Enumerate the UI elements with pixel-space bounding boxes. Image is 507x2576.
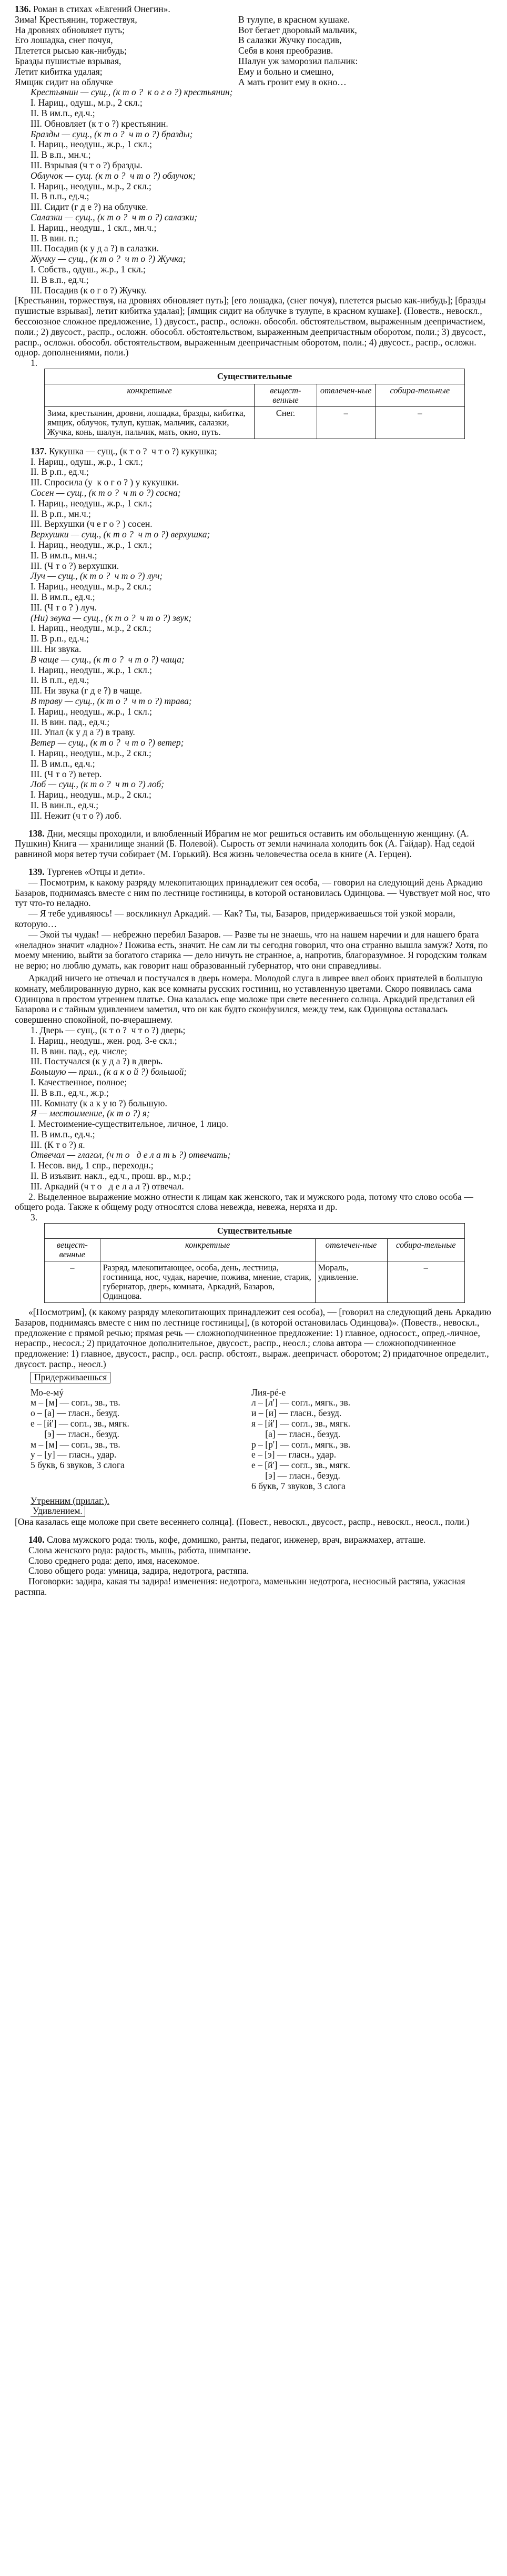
exercise-number: 138. (28, 828, 45, 839)
analysis-line: III. (Ч т о ?) верхушки. (31, 560, 119, 571)
exercise-line: Слова женского рода: радость, мышь, работа, шимпанзе. (28, 1544, 251, 1555)
morpheme-word-2 (15, 1496, 493, 1506)
paragraph: Аркадий ничего не отвечал и постучался в дверь номера. Молодой слуга в ливрее ввел обоих приятелей в большую комнату, меблированную дурно, как все комнаты русских гостиниц, но уставленную цветами. Скоро появилась сама Одинцова в простом утреннем платье. Она казалась еще моложе при свете весеннего солнца. Аркадий представил ей Базарова и с тайным удивлением заметил, что он как будто сконфузился, между тем, как Одинцова оставалась совершенно спокойной, по-вчерашнему. (15, 972, 485, 1025)
analysis-line: Салазки — сущ., (к т о ? ч т о ?) салазки; (31, 211, 198, 222)
phonetic-left (31, 1388, 230, 1492)
table-cell: – (317, 406, 375, 439)
table-cell: Снег. (255, 406, 317, 439)
analysis-line: II. В в.п., мн.ч.; (31, 149, 91, 160)
analysis-line: I. Нариц., неодуш., ж.р., 1 скл.; (31, 497, 152, 508)
analysis-line: III. Обновляет (к т о ?) крестьянин. (31, 118, 168, 129)
analysis-line: III. Ни звука. (31, 644, 82, 655)
analysis-line: II. В п.п., ед.ч.; (31, 675, 89, 686)
poem (15, 15, 493, 88)
table-header: отвлечен-ные (317, 384, 375, 406)
analysis-line: I. Нариц., неодуш., 1 скл., мн.ч.; (31, 222, 157, 233)
paragraph: — Посмотрим, к какому разряду млекопитающих принадлежит сея особа, — говорил на следующий день Аркадию Базаров, поднимаясь вместе с ним по лестнице гостиницы, в которой остановилась Одинцова. — Чувствует мой нос, что тут что-то неладно. (15, 877, 493, 909)
table-cell: Мораль, удивление. (315, 1261, 387, 1303)
phonetic-line: 6 букв, 7 звуков, 3 слога (251, 1480, 346, 1491)
analysis-line: III. Нежит (ч т о ?) лоб. (31, 810, 122, 821)
analysis-line: II. В вин. пад., ед. числе; (31, 1045, 127, 1056)
analysis-line: I. Нариц., неодуш., м.р., 2 скл.; (31, 748, 151, 758)
phonetic-line: [а] — гласн., безуд. (251, 1428, 341, 1439)
exercise-139-intro (15, 867, 493, 878)
analysis-line: III. Взрывая (ч т о ?) бразды. (31, 159, 143, 170)
syntax-scheme: [Крестьянин, торжествуя, на дровнях обновляет путь]; [его лошадка, (снег почуя), плетется рысью как-нибудь]; [бразды пушистые взрывая], летит кибитка удалая]; [ямщик сидит на облучке в тулупе, в красном кушаке]. (Повеств., невоскл., бессоюзное сложное предложение, 1) двусост., распр., осложн. обособл. обстоятельством, выраженным деепричастием, поли.; 2) двусост., распр., осложн. обособл. обстоятельством, выраженным деепричастным оборотом, поли.; 3) двусост., распр., осложн. обособл. обстоятельством, выраженным деепричастным оборотом, поли.; 4) двусост., распр., осложн. однор. дополнениями, поли.) (15, 295, 489, 358)
analysis-line: Ветер — сущ., (к т о ? ч т о ?) ветер; (31, 737, 184, 748)
analysis-line: I. Нариц., неодуш., жен. род. 3-е скл.; (31, 1035, 177, 1046)
analysis-line: III. Упал (к у д а ?) в траву. (31, 727, 135, 738)
analysis-line: I. Нариц., неодуш., м.р., 2 скл.; (31, 180, 151, 191)
morpheme-word (15, 1372, 493, 1383)
morpheme-word-3 (15, 1506, 493, 1517)
analysis-line: II. В им.п., ед.ч.; (31, 758, 95, 769)
analysis-line: I. Нариц., неодуш., м.р., 2 скл.; (31, 623, 151, 634)
analysis-line: II. В в.п., ед.ч.; (31, 274, 89, 285)
poem-left-column (15, 15, 238, 88)
analysis-line: III. Верхушки (ч е г о ? ) сосен. (31, 518, 153, 530)
analysis-line: III. (Ч т о ?) ветер. (31, 768, 102, 779)
poem-line: В салазки Жучку посадив, (238, 35, 342, 46)
table-cell: Разряд, млекопитающее, особа, день, лестница, гостиница, нос, чудак, наречие, пожива, мнение, старик, губернатор, дверь, комната, Аркадий, Базаров, Одинцова. (100, 1261, 315, 1303)
analysis-line: В чаще — сущ., (к т о ? ч т о ?) чаща; (31, 654, 185, 665)
phonetic-analysis (15, 1388, 493, 1492)
exercise-138 (15, 829, 493, 860)
point-2: 2. Выделенное выражение можно отнести к лицам как женского, так и мужского рода, потому что слово особа — общего рода. Также к общему роду относятся слова невежда, невежа, неряха и др. (15, 1191, 476, 1213)
table-header: собира-тельные (387, 1239, 464, 1261)
poem-line: Себя в коня преобразив. (238, 45, 333, 56)
table-cell: – (375, 406, 464, 439)
analysis-line: I. Качественное, полное; (31, 1076, 127, 1087)
phonetic-line: о – [а] — гласн., безуд. (31, 1408, 120, 1419)
exercise-136-analysis (15, 87, 493, 296)
phonetic-line: 5 букв, 6 звуков, 3 слога (31, 1460, 125, 1471)
exercise-number: 136. (15, 4, 31, 14)
analysis-line: I. Нариц., неодуш., м.р., 2 скл.; (31, 789, 151, 800)
analysis-line: I. Нариц., одуш., м.р., 2 скл.; (31, 97, 143, 108)
table-cell: Зима, крестьянин, дровни, лошадка, бразды, кибитка, ямщик, облучок, тулуп, кушак, мальчик, салазки, Жучка, конь, шалун, пальчик, мать, окно, путь. (45, 406, 255, 439)
analysis-text: Кукушка — сущ., (к т о ? ч т о ?) кукушка; (49, 445, 217, 456)
poem-line: Ямщик сидит на облучке (15, 76, 113, 87)
phonetic-word: Мо-е-мý (31, 1387, 64, 1398)
poem-line: Его лошадка, снег почуя, (15, 35, 113, 46)
poem-line: На дровнях обновляет путь; (15, 24, 125, 35)
analysis-line: (Ни) звука — сущ., (к т о ? ч т о ?) звук; (31, 612, 192, 623)
analysis-line: Сосен — сущ., (к т о ? ч т о ?) сосна; (31, 487, 181, 498)
poem-line: Ему и больно и смешно, (238, 66, 334, 77)
analysis-line: III. Посадив (к о г о ?) Жучку. (31, 284, 147, 296)
exercise-number: 139. (28, 866, 45, 877)
analysis-line: II. В р.п., ед.ч.; (31, 466, 89, 477)
analysis-line: II. В вин. пад., ед.ч.; (31, 716, 110, 727)
phonetic-right-lines (251, 1398, 451, 1491)
phonetic-line: е – [й'] — согл., зв., мягк. (31, 1418, 129, 1429)
exercise-136-intro (15, 4, 493, 15)
phonetic-line: м – [м] — согл., зв., тв. (31, 1397, 120, 1408)
analysis-line: I. Нариц., одуш., ж.р., 1 скл.; (31, 456, 143, 467)
exercise-137-analysis (15, 446, 493, 821)
poem-right-column (238, 15, 462, 88)
phonetic-line: л – [л'] — согл., мягк., зв. (251, 1397, 351, 1408)
analysis-line: II. В р.п., ед.ч.; (31, 633, 89, 644)
analysis-line: Верхушки — сущ., (к т о ? ч т о ?) верхушка; (31, 529, 210, 540)
analysis-line: Крестьянин — сущ., (к т о ? к о г о ?) крестьянин; (31, 87, 233, 98)
exercise-text: Слова мужского рода: тюль, кофе, домишко, ранты, педагог, инженер, врач, виражмахер, атташе. (44, 1534, 426, 1545)
nouns-table (44, 369, 465, 439)
analysis-line: I. Несов. вид, 1 спр., переходн.; (31, 1160, 154, 1171)
exercise-line: Слово общего рода: умница, задира, недотрога, растяпа. (28, 1565, 249, 1576)
phonetic-line: р – [р'] — согл., мягк., зв. (251, 1439, 351, 1450)
table-header: вещест-венные (255, 384, 317, 406)
exercise-line: Слово среднего рода: депо, имя, насекомое. (28, 1555, 200, 1566)
table-cell: – (45, 1261, 100, 1303)
morpheme-parse: Придерживаешься (31, 1372, 110, 1383)
item-number: 1. (31, 358, 38, 369)
analysis-line: III. Аркадий (ч т о д е л а л ?) отвечал. (31, 1180, 184, 1192)
poem-line: Вот бегает дворовый мальчик, (238, 24, 357, 35)
analysis-line: I. Нариц., неодуш., ж.р., 1 скл.; (31, 539, 152, 551)
analysis-line: III. Сидит (г д е ?) на облучке. (31, 201, 148, 212)
poem-line: А мать грозит ему в окно… (238, 76, 347, 87)
phonetic-line: м – [м] — согл., зв., тв. (31, 1439, 120, 1450)
analysis-line: III. Комнату (к а к у ю ?) большую. (31, 1097, 167, 1108)
analysis-line: Большую — прил., (к а к о й ?) большой; (31, 1066, 187, 1077)
exercise-number: 140. (28, 1534, 45, 1545)
phonetic-line: [э] — гласн., безуд. (31, 1428, 119, 1439)
analysis-line: II. В им.п., ед.ч.; (31, 592, 95, 603)
analysis-line: II. В им.п., ед.ч.; (31, 1128, 95, 1139)
analysis-line: Луч — сущ., (к т о ? ч т о ?) луч; (31, 571, 163, 582)
analysis-line: II. В р.п., мн.ч.; (31, 508, 91, 519)
phonetic-right (251, 1388, 451, 1492)
analysis-line: Бразды — сущ., (к т о ? ч т о ?) бразды; (31, 128, 193, 139)
exercise-139-analysis (15, 1025, 493, 1192)
exercise-intro: Тургенев «Отцы и дети». (44, 866, 145, 877)
phonetic-line: и – [и] — гласн., безуд. (251, 1408, 342, 1419)
analysis-line: Лоб — сущ., (к т о ? ч т о ?) лоб; (31, 779, 165, 790)
phonetic-line: [э] — гласн., безуд. (251, 1470, 340, 1481)
table-cell: – (387, 1261, 464, 1303)
poem-line: Шалун уж заморозил пальчик: (238, 55, 358, 66)
analysis-line: I. Местоимение-существительное, личное, 1 лицо. (31, 1118, 229, 1129)
exercise-line: Поговорки: задира, какая ты задира! изменения: недотрога, маменькин недотрога, несносный растяпа, ужасная растяпа. (15, 1576, 468, 1597)
phonetic-left-lines (31, 1398, 230, 1471)
nouns-table-2 (44, 1223, 465, 1303)
analysis-line: III. Посадив (к у д а ?) в салазки. (31, 243, 159, 254)
table-header: отвлечен-ные (315, 1239, 387, 1261)
poem-line: В тулупе, в красном кушаке. (238, 14, 350, 25)
exercise-intro: Роман в стихах «Евгений Онегин». (31, 4, 170, 14)
phonetic-line: у – [у] — гласн., удар. (31, 1449, 117, 1460)
table-title: Существительные (45, 1224, 465, 1239)
analysis-line: III. Спросила (у к о г о ? ) у кукушки. (31, 477, 179, 488)
phonetic-line: е – [й'] — согл., зв., мягк. (251, 1460, 350, 1471)
table-header: собира-тельные (375, 384, 464, 406)
analysis-line: II. В вин. п.; (31, 232, 78, 243)
analysis-line (15, 446, 493, 457)
analysis-line: III. (К т о ?) я. (31, 1139, 85, 1150)
paragraph: — Экой ты чудак! — небрежно перебил Базаров. — Разве ты не знаешь, что на нашем наречии и для нашего брата «неладно» значит «ладно»? Пожива есть, значит. Не сам ли ты сегодня говорил, что она странно вышла замуж? Хотя, по моему мнению, выйти за богатого старика — дело ничуть не странное, а, напротив, благоразумное. Я городским толкам не верю; но люблю думать, как говорит наш образованный губернатор, что они справедливы. (15, 929, 490, 971)
analysis-line: II. В изъявит. накл., ед.ч., прош. вр., м.р.; (31, 1170, 191, 1182)
exercise-number: 137. (31, 445, 47, 456)
analysis-line: III. (Ч т о ? ) луч. (31, 602, 97, 613)
analysis-line: III. Ни звука (г д е ?) в чаще. (31, 685, 142, 696)
poem-line: Бразды пушистые взрывая, (15, 55, 121, 66)
analysis-line: Жучку — сущ., (к т о ? ч т о ?) Жучка; (31, 253, 186, 264)
analysis-line: II. В вин.п., ед.ч.; (31, 799, 99, 810)
syntax-scheme: «[Посмотрим], (к какому разряду млекопитающих принадлежит сея особа), — [говорил на следующий день Аркадию Базаров, поднимаясь вместе с ним по лестнице гостиницы], (в которой остановилась Одинцова)». (Повеств., невоскл., предложение с прямой речью; прямая речь — сложноподчиненное предложение: 1) главное, односост., опред.-личное, нераспр., несосл.; 2) придаточное дополнительное, двусост., распр., неосл.; слова автора — сложноподчиненное предложение: 1) главное, двусост., распр., осл. распр. обстоят., выраж. деепричаст. оборотом; 2) придаточное определит., двусост. распр., неосл.) (15, 1307, 494, 1370)
analysis-line: Облучок — сущ. (к т о ? ч т о ?) облучок; (31, 170, 196, 181)
syntax-scheme: [Она казалась еще моложе при свете весеннего солнца]. (Повест., невоскл., двусост., распр., невоскл., неосл., поли.) (15, 1516, 470, 1528)
exercise-text: Дни, месяцы проходили, и влюбленный Ибрагим не мог решиться оставить им обольщенную женщину. (А. Пушкин) Книга — хранилище знаний (Б. Полевой). Сырость от земли начинала холодить бок (А. Гайдар). Над седой равниной моря ветер тучи собирает (М. Горький). Вся жизнь человечества осела в книге (А. Герцен). (15, 828, 477, 860)
table-header: вещест-венные (45, 1239, 100, 1261)
exercise-140-first (15, 1535, 493, 1545)
analysis-line: II. В в.п., ед.ч., ж.р.; (31, 1087, 109, 1098)
analysis-line: II. В им.п., ед.ч.; (31, 107, 95, 118)
morpheme-parse: Утренним (прилаг.). (31, 1495, 109, 1506)
analysis-line: I. Нариц., неодуш., м.р., 2 скл.; (31, 581, 151, 592)
analysis-line: I. Нариц., неодуш., ж.р., 1 скл.; (31, 706, 152, 717)
analysis-line: Отвечал — глагол, (ч т о д е л а т ь ?) отвечать; (31, 1149, 231, 1160)
analysis-line: I. Собств., одуш., ж.р., 1 скл.; (31, 263, 146, 274)
morpheme-parse: Удивлением. (31, 1506, 85, 1517)
phonetic-line: я – [й'] — согл., зв., мягк. (251, 1418, 351, 1429)
item-number: 3. (31, 1212, 38, 1223)
poem-line: Летит кибитка удалая; (15, 66, 103, 77)
table-title: Существительные (45, 369, 465, 384)
poem-line: Зима! Крестьянин, торжествуя, (15, 14, 137, 25)
analysis-line: III. Постучался (к у д а ?) в дверь. (31, 1056, 163, 1067)
table-header: конкретные (45, 384, 255, 406)
table-header: конкретные (100, 1239, 315, 1261)
analysis-line: 1. Дверь — сущ., (к т о ? ч т о ?) дверь; (31, 1024, 186, 1035)
poem-line: Плетется рысью как-нибудь; (15, 45, 127, 56)
phonetic-line: е – [э] — гласн., удар. (251, 1449, 337, 1460)
phonetic-word: Лия-рé-е (251, 1387, 286, 1398)
analysis-line: I. Нариц., неодуш., ж.р., 1 скл.; (31, 664, 152, 675)
analysis-line: I. Нариц., неодуш., ж.р., 1 скл.; (31, 139, 152, 150)
analysis-line: В траву — сущ., (к т о ? ч т о ?) трава; (31, 696, 192, 707)
analysis-line: Я — местоимение, (к т о ?) я; (31, 1108, 150, 1119)
analysis-line: II. В им.п., мн.ч.; (31, 549, 97, 561)
analysis-line: II. В п.п., ед.ч.; (31, 191, 89, 202)
paragraph: — Я тебе удивляюсь! — воскликнул Аркадий. — Как? Ты, ты, Базаров, придерживаешься той узкой морали, которую… (15, 908, 458, 929)
